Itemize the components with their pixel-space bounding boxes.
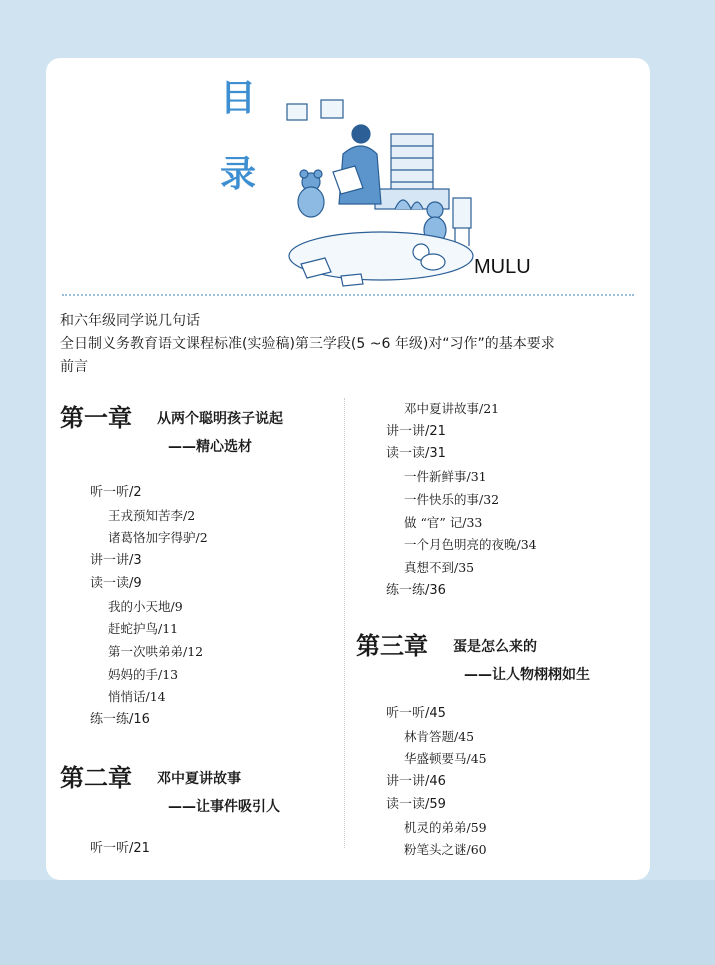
toc-section-entry: 练一练/36 <box>386 582 446 598</box>
reading-family-illustration <box>271 94 481 294</box>
toc-article-entry: 华盛顿要马/45 <box>404 751 487 767</box>
mulu-label: MULU <box>474 256 531 278</box>
toc-article-entry: 真想不到/35 <box>404 559 475 575</box>
toc-section-entry: 读一读/31 <box>386 446 446 462</box>
chapter-subtitle: ——精心选材 <box>168 439 252 455</box>
toc-section-entry: 听一听/2 <box>90 485 142 500</box>
chapter-title: 从两个聪明孩子说起 <box>157 411 283 427</box>
toc-article-entry: 王戎预知苦李/2 <box>108 507 196 523</box>
title-char-mu: 目 <box>220 77 257 119</box>
toc-article-entry: 一件新鲜事/31 <box>404 469 487 485</box>
toc-article-entry: 邓中夏讲故事/21 <box>404 401 500 416</box>
toc-article-entry: 妈妈的手/13 <box>108 666 179 682</box>
chapter-title: 邓中夏讲故事 <box>157 771 241 787</box>
toc-section-entry: 读一读/59 <box>386 796 446 812</box>
toc-article-entry: 机灵的弟弟/59 <box>404 819 487 835</box>
toc-section-entry: 练一练/16 <box>90 712 150 728</box>
chapter-title: 蛋是怎么来的 <box>453 639 537 655</box>
chapter-2-continued-entries <box>386 398 537 602</box>
toc-article-entry: 做 “官” 记/33 <box>404 514 483 530</box>
toc-section-entry: 讲一讲/3 <box>90 553 142 569</box>
toc-section-entry: 听一听/21 <box>90 841 150 856</box>
toc-section-entry: 讲一讲/21 <box>386 423 446 439</box>
chapter-1-entries <box>90 482 208 732</box>
toc-article-entry: 粉笔头之谜/60 <box>404 842 487 858</box>
toc-section-entry: 听一听/45 <box>386 706 446 721</box>
toc-section-entry: 讲一讲/46 <box>386 774 446 790</box>
toc-article-entry: 赶蛇护鸟/11 <box>108 621 179 637</box>
chapter-2-entries <box>90 838 150 861</box>
chapter-number: 第一章 <box>60 403 132 432</box>
front-matter-item-3: 前言 <box>60 359 88 375</box>
toc-article-entry: 我的小天地/9 <box>108 598 183 614</box>
toc-article-entry: 一件快乐的事/32 <box>404 491 500 507</box>
toc-article-entry: 第一次哄弟弟/12 <box>108 643 204 659</box>
front-matter-item-2: 全日制义务教育语文课程标准(实验稿)第三学段(5 ~6 年级)对“习作”的基本要求 <box>60 336 555 352</box>
page-bottom-margin <box>0 880 715 965</box>
book-page <box>46 58 650 880</box>
toc-article-entry: 诸葛恪加字得驴/2 <box>108 530 208 546</box>
front-matter-item-1: 和六年级同学说几句话 <box>60 313 200 329</box>
chapter-subtitle: ——让事件吸引人 <box>168 799 280 815</box>
chapter-3-entries <box>386 703 487 862</box>
toc-article-entry: 一个月色明亮的夜晚/34 <box>404 537 537 553</box>
toc-section-entry: 读一读/9 <box>90 575 142 591</box>
column-divider <box>344 398 345 848</box>
chapter-number: 第三章 <box>356 631 428 660</box>
title-char-lu: 录 <box>220 153 257 195</box>
toc-article-entry: 悄悄话/14 <box>108 689 166 705</box>
chapter-subtitle: ——让人物栩栩如生 <box>464 667 590 683</box>
toc-article-entry: 林肯答题/45 <box>404 728 475 744</box>
chapter-number: 第二章 <box>60 763 132 792</box>
dotted-divider <box>62 294 634 296</box>
